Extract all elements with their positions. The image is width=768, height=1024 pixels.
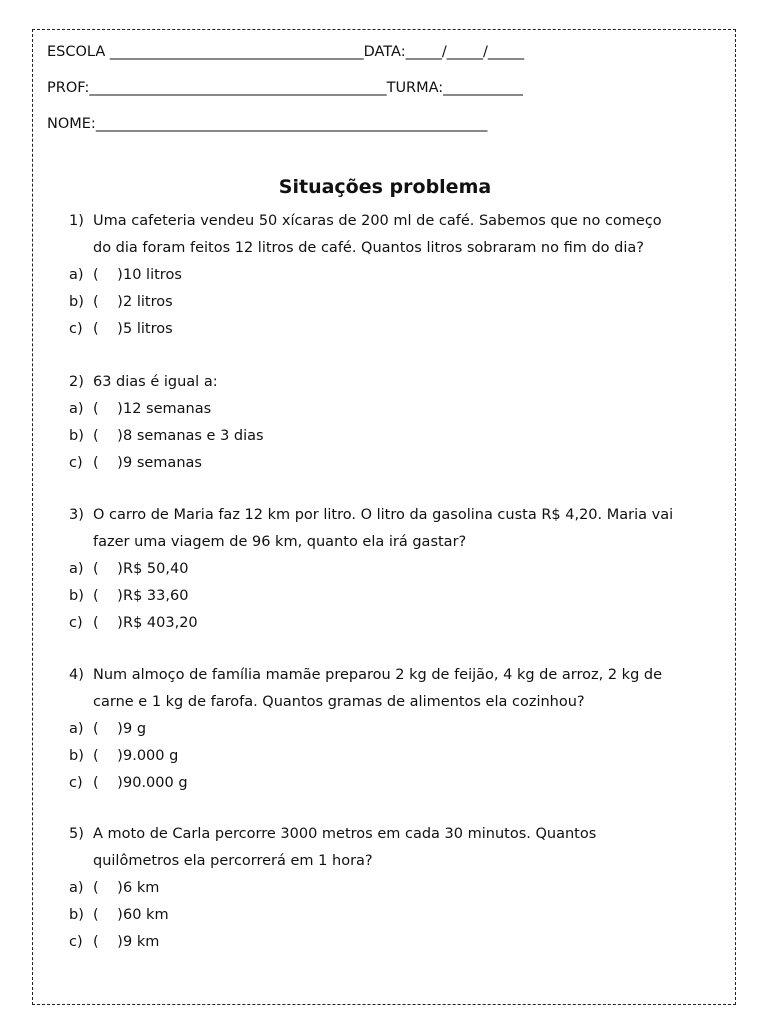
question-number: 2) (69, 374, 84, 390)
question-text: Num almoço de família mamãe preparou 2 kg de feijão, 4 kg de arroz, 2 kg de (93, 667, 663, 683)
question-5 (69, 821, 729, 956)
answer-box[interactable]: ( ) (93, 428, 123, 444)
question-text: A moto de Carla percorre 3000 metros em cada 30 minutos. Quantos (93, 826, 597, 842)
answer-box[interactable]: ( ) (93, 880, 123, 896)
option-b: b) ( )8 semanas e 3 dias (69, 423, 729, 450)
question-text: do dia foram feitos 12 litros de café. Quantos litros sobraram no fim do dia? (93, 240, 644, 256)
option-b: b) ( )2 litros (69, 289, 729, 316)
worksheet-page (32, 29, 736, 1005)
option-c: c) ( )9 km (69, 929, 729, 956)
option-c: c) ( )5 litros (69, 316, 729, 343)
question-number: 1) (69, 213, 84, 229)
question-text: Uma cafeteria vendeu 50 xícaras de 200 ml de café. Sabemos que no começo (93, 213, 662, 229)
answer-box[interactable]: ( ) (93, 934, 123, 950)
answer-box[interactable]: ( ) (93, 907, 123, 923)
question-text: quilômetros ela percorrerá em 1 hora? (93, 853, 373, 869)
answer-box[interactable]: ( ) (93, 561, 123, 577)
answer-box[interactable]: ( ) (93, 775, 123, 791)
option-a: a) ( )12 semanas (69, 396, 729, 423)
question-1 (69, 208, 729, 343)
question-text: fazer uma viagem de 96 km, quanto ela irá gastar? (93, 534, 467, 550)
option-a: a) ( )9 g (69, 716, 729, 743)
student-name-line: NOME:______________________________________________________ (47, 116, 488, 132)
question-text: 63 dias é igual a: (93, 374, 218, 390)
school-date-line: ESCOLA ___________________________________DATA:_____/_____/_____ (47, 44, 525, 60)
answer-box[interactable]: ( ) (93, 588, 123, 604)
option-b: b) ( )9.000 g (69, 743, 729, 770)
option-a: a) ( )10 litros (69, 262, 729, 289)
answer-box[interactable]: ( ) (93, 401, 123, 417)
question-number: 5) (69, 826, 84, 842)
answer-box[interactable]: ( ) (93, 615, 123, 631)
option-b: b) ( )60 km (69, 902, 729, 929)
option-b: b) ( )R$ 33,60 (69, 583, 729, 610)
question-2 (69, 369, 729, 477)
answer-box[interactable]: ( ) (93, 267, 123, 283)
teacher-class-line: PROF:_________________________________________TURMA:___________ (47, 80, 523, 96)
question-number: 3) (69, 507, 84, 523)
answer-box[interactable]: ( ) (93, 294, 123, 310)
option-a: a) ( )6 km (69, 875, 729, 902)
answer-box[interactable]: ( ) (93, 721, 123, 737)
answer-box[interactable]: ( ) (93, 455, 123, 471)
answer-box[interactable]: ( ) (93, 321, 123, 337)
question-text: carne e 1 kg de farofa. Quantos gramas de alimentos ela cozinhou? (93, 694, 585, 710)
option-c: c) ( )9 semanas (69, 450, 729, 477)
page-title: Situações problema (278, 176, 492, 198)
option-a: a) ( )R$ 50,40 (69, 556, 729, 583)
option-c: c) ( )90.000 g (69, 770, 729, 797)
question-4 (69, 662, 729, 797)
answer-box[interactable]: ( ) (93, 748, 123, 764)
question-number: 4) (69, 667, 84, 683)
question-text: O carro de Maria faz 12 km por litro. O litro da gasolina custa R$ 4,20. Maria vai (93, 507, 674, 523)
question-3 (69, 502, 729, 637)
option-c: c) ( )R$ 403,20 (69, 610, 729, 637)
